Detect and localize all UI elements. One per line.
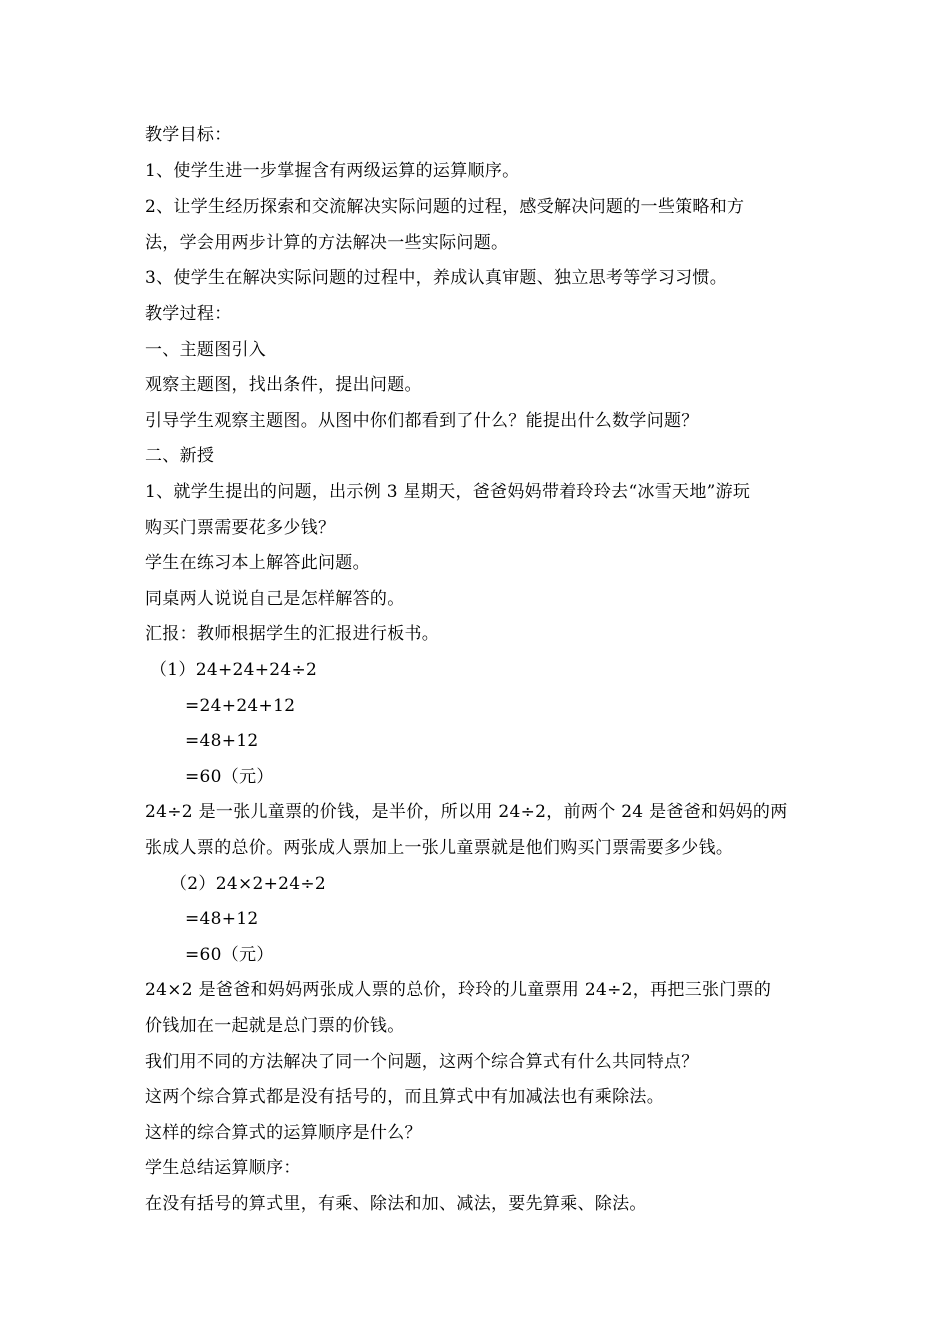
method1-step-1: =24+24+12	[185, 696, 296, 716]
method2-result: =60（元）	[185, 945, 274, 965]
objective-3: 3、使学生在解决实际问题的过程中，养成认真审题、独立思考等学习习惯。	[145, 268, 728, 288]
closing-line-2: 这两个综合算式都是没有括号的，而且算式中有加减法也有乘除法。	[145, 1087, 664, 1107]
explain1-line-1: 24÷2 是一张儿童票的价钱，是半价，所以用 24÷2，前两个 24 是爸爸和妈妈的两	[145, 802, 788, 822]
part2-line-3: 学生在练习本上解答此问题。	[145, 553, 370, 573]
method2-expression: （2）24×2+24÷2	[170, 874, 327, 894]
explain1-line-2: 张成人票的总价。两张成人票加上一张儿童票就是他们购买门票需要多少钱。	[145, 838, 734, 858]
explain2-line-1: 24×2 是爸爸和妈妈两张成人票的总价，玲玲的儿童票用 24÷2，再把三张门票的	[145, 980, 772, 1000]
closing-line-3: 这样的综合算式的运算顺序是什么？	[145, 1123, 422, 1143]
process-heading: 教学过程：	[145, 304, 232, 324]
part2-line-1: 1、就学生提出的问题，出示例 3 星期天，爸爸妈妈带着玲玲去“冰雪天地”游玩	[145, 482, 751, 502]
method2-step-1: =48+12	[185, 909, 259, 929]
objectives-heading: 教学目标：	[145, 125, 232, 145]
explain2-line-2: 价钱加在一起就是总门票的价钱。	[145, 1016, 405, 1036]
closing-line-1: 我们用不同的方法解决了同一个问题，这两个综合算式有什么共同特点？	[145, 1052, 699, 1072]
closing-line-5: 在没有括号的算式里，有乘、除法和加、减法，要先算乘、除法。	[145, 1194, 647, 1214]
part1-line-1: 观察主题图，找出条件，提出问题。	[145, 375, 422, 395]
method1-step-2: =48+12	[185, 731, 259, 751]
part2-line-2: 购买门票需要花多少钱？	[145, 518, 336, 538]
part1-title: 一、主题图引入	[145, 340, 267, 360]
closing-line-4: 学生总结运算顺序：	[145, 1158, 301, 1178]
part1-line-2: 引导学生观察主题图。从图中你们都看到了什么？能提出什么数学问题？	[145, 411, 699, 431]
part2-line-4: 同桌两人说说自己是怎样解答的。	[145, 589, 405, 609]
method1-result: =60（元）	[185, 767, 274, 787]
part2-title: 二、新授	[145, 446, 215, 466]
part2-line-5: 汇报：教师根据学生的汇报进行板书。	[145, 624, 440, 644]
objective-2-continued: 法，学会用两步计算的方法解决一些实际问题。	[145, 233, 509, 253]
objective-2: 2、让学生经历探索和交流解决实际问题的过程，感受解决问题的一些策略和方	[145, 197, 745, 217]
objective-1: 1、使学生进一步掌握含有两级运算的运算顺序。	[145, 161, 520, 181]
method1-expression: （1）24+24+24÷2	[150, 660, 318, 680]
